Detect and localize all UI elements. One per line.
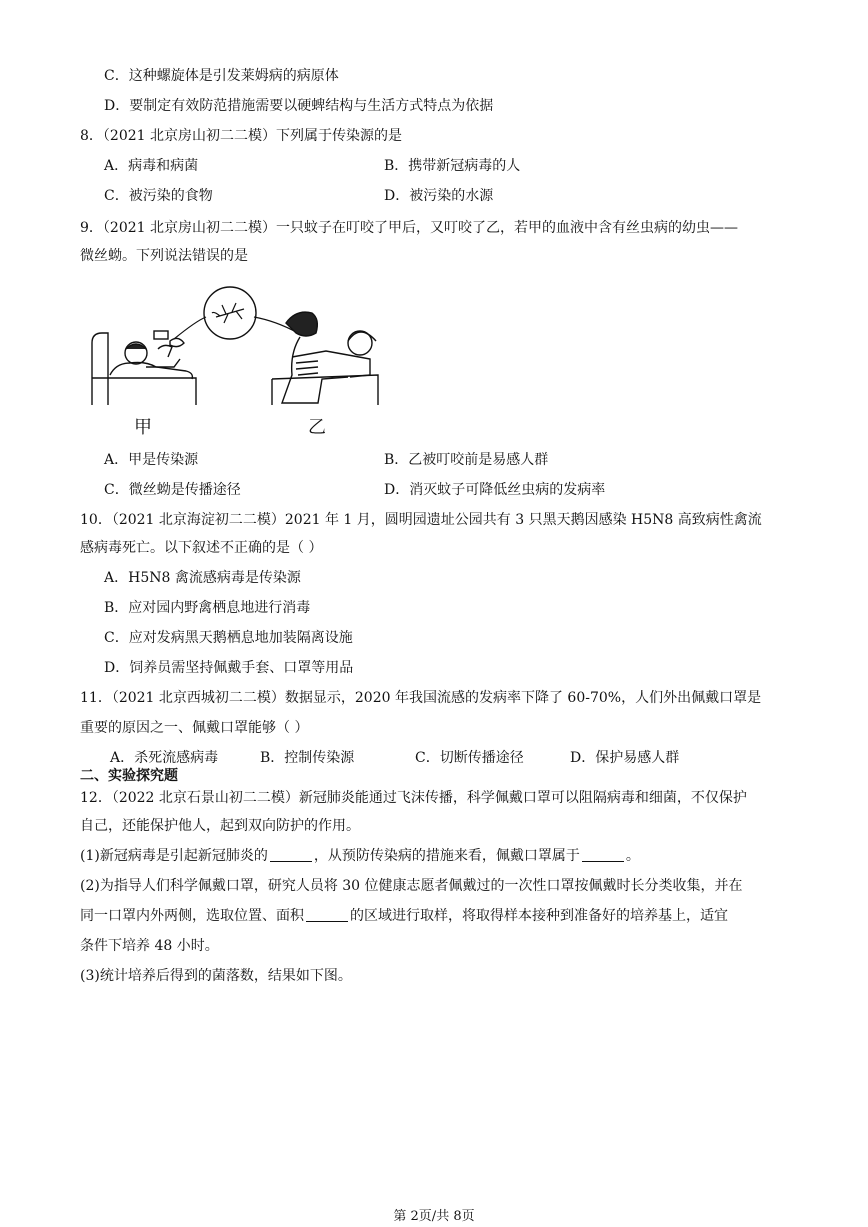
q12-part1-text-c: 。	[625, 848, 640, 864]
woman-with-child-drawing	[272, 312, 378, 405]
q12-part2-text-b: 的区域进行取样，将取得样本接种到准备好的培养基上，适宜	[350, 908, 728, 924]
q12-part1-text-a: (1)新冠病毒是引起新冠肺炎的	[80, 848, 268, 864]
q9-option-c: C．微丝蚴是传播途径	[104, 482, 241, 498]
q9-option-d: D．消灭蚊子可降低丝虫病的发病率	[384, 482, 606, 498]
q12-stem-line2: 自己，还能保护他人，起到双向防护的作用。	[80, 818, 360, 834]
q11-stem-line2: 重要的原因之一、佩戴口罩能够（ ）	[80, 720, 309, 736]
mosquito-transmission-figure	[86, 283, 396, 441]
q10-stem-line1: 10．（2021 北京海淀初二二模）2021 年 1 月，圆明园遗址公园共有 3 只黑天鹅因感染 H5N8 高致病性禽流	[80, 512, 762, 528]
answer-blank-3[interactable]	[306, 907, 348, 922]
q9-stem-line1: 9．（2021 北京房山初二二模）一只蚊子在叮咬了甲后，又叮咬了乙，若甲的血液中含有丝虫病的幼虫——	[80, 220, 738, 236]
q8-option-d: D．被污染的水源	[384, 188, 494, 204]
q11-option-b: B．控制传染源	[260, 750, 355, 766]
q11-option-c: C．切断传播途径	[415, 750, 524, 766]
q12-part2-line1: (2)为指导人们科学佩戴口罩，研究人员将 30 位健康志愿者佩戴过的一次性口罩按佩戴时长分类收集，并在	[80, 878, 743, 894]
q11-option-a: A．杀死流感病毒	[110, 750, 219, 766]
q12-part1	[80, 846, 640, 866]
q10-option-d: D．饲养员需坚持佩戴手套、口罩等用品	[104, 660, 354, 676]
q9-option-b: B．乙被叮咬前是易感人群	[384, 452, 549, 468]
q9-option-a: A．甲是传染源	[104, 452, 199, 468]
figure-label-jia: 甲	[134, 417, 152, 438]
q12-part2-text-a: 同一口罩内外两侧，选取位置、面积	[80, 908, 304, 924]
q10-option-c: C．应对发病黑天鹅栖息地加装隔离设施	[104, 630, 353, 646]
section-title-experiment: 二、实验探究题	[80, 768, 178, 784]
q12-part1-text-b: ，从预防传染病的措施来看，佩戴口罩属于	[313, 848, 580, 864]
q12-part2-line3: 条件下培养 48 小时。	[80, 938, 219, 954]
answer-blank-2[interactable]	[582, 847, 624, 862]
q11-option-d: D．保护易感人群	[570, 750, 680, 766]
page-number-footer: 第 2页/共 8页	[393, 1209, 475, 1224]
q8-option-c: C．被污染的食物	[104, 188, 213, 204]
q7-option-d: D．要制定有效防范措施需要以硬蜱结构与生活方式特点为依据	[104, 98, 494, 114]
q9-stem-line2: 微丝蚴。下列说法错误的是	[80, 248, 248, 264]
q10-option-a: A．H5N8 禽流感病毒是传染源	[104, 570, 301, 586]
mosquito-icon	[212, 303, 244, 323]
q12-part2-line2	[80, 906, 728, 926]
q8-option-b: B．携带新冠病毒的人	[384, 158, 521, 174]
figure-label-yi: 乙	[308, 417, 326, 438]
q7-option-c: C．这种螺旋体是引发莱姆病的病原体	[104, 68, 339, 84]
q10-stem-line2: 感病毒死亡。以下叙述不正确的是（ ）	[80, 540, 323, 556]
mosquito-transmission-illustration	[86, 283, 396, 441]
answer-blank-1[interactable]	[270, 847, 312, 862]
q12-part3: (3)统计培养后得到的菌落数，结果如下图。	[80, 968, 352, 984]
sick-person-in-bed-drawing	[92, 331, 196, 405]
q10-option-b: B．应对园内野禽栖息地进行消毒	[104, 600, 311, 616]
q12-stem-line1: 12．（2022 北京石景山初二二模）新冠肺炎能通过飞沫传播，科学佩戴口罩可以阻隔病毒和细菌，不仅保护	[80, 790, 747, 806]
q11-stem-line1: 11．（2021 北京西城初二二模）数据显示，2020 年我国流感的发病率下降了 60-70%，人们外出佩戴口罩是	[80, 690, 762, 706]
q8-option-a: A．病毒和病菌	[104, 158, 199, 174]
q8-stem: 8．（2021 北京房山初二二模）下列属于传染源的是	[80, 128, 402, 144]
